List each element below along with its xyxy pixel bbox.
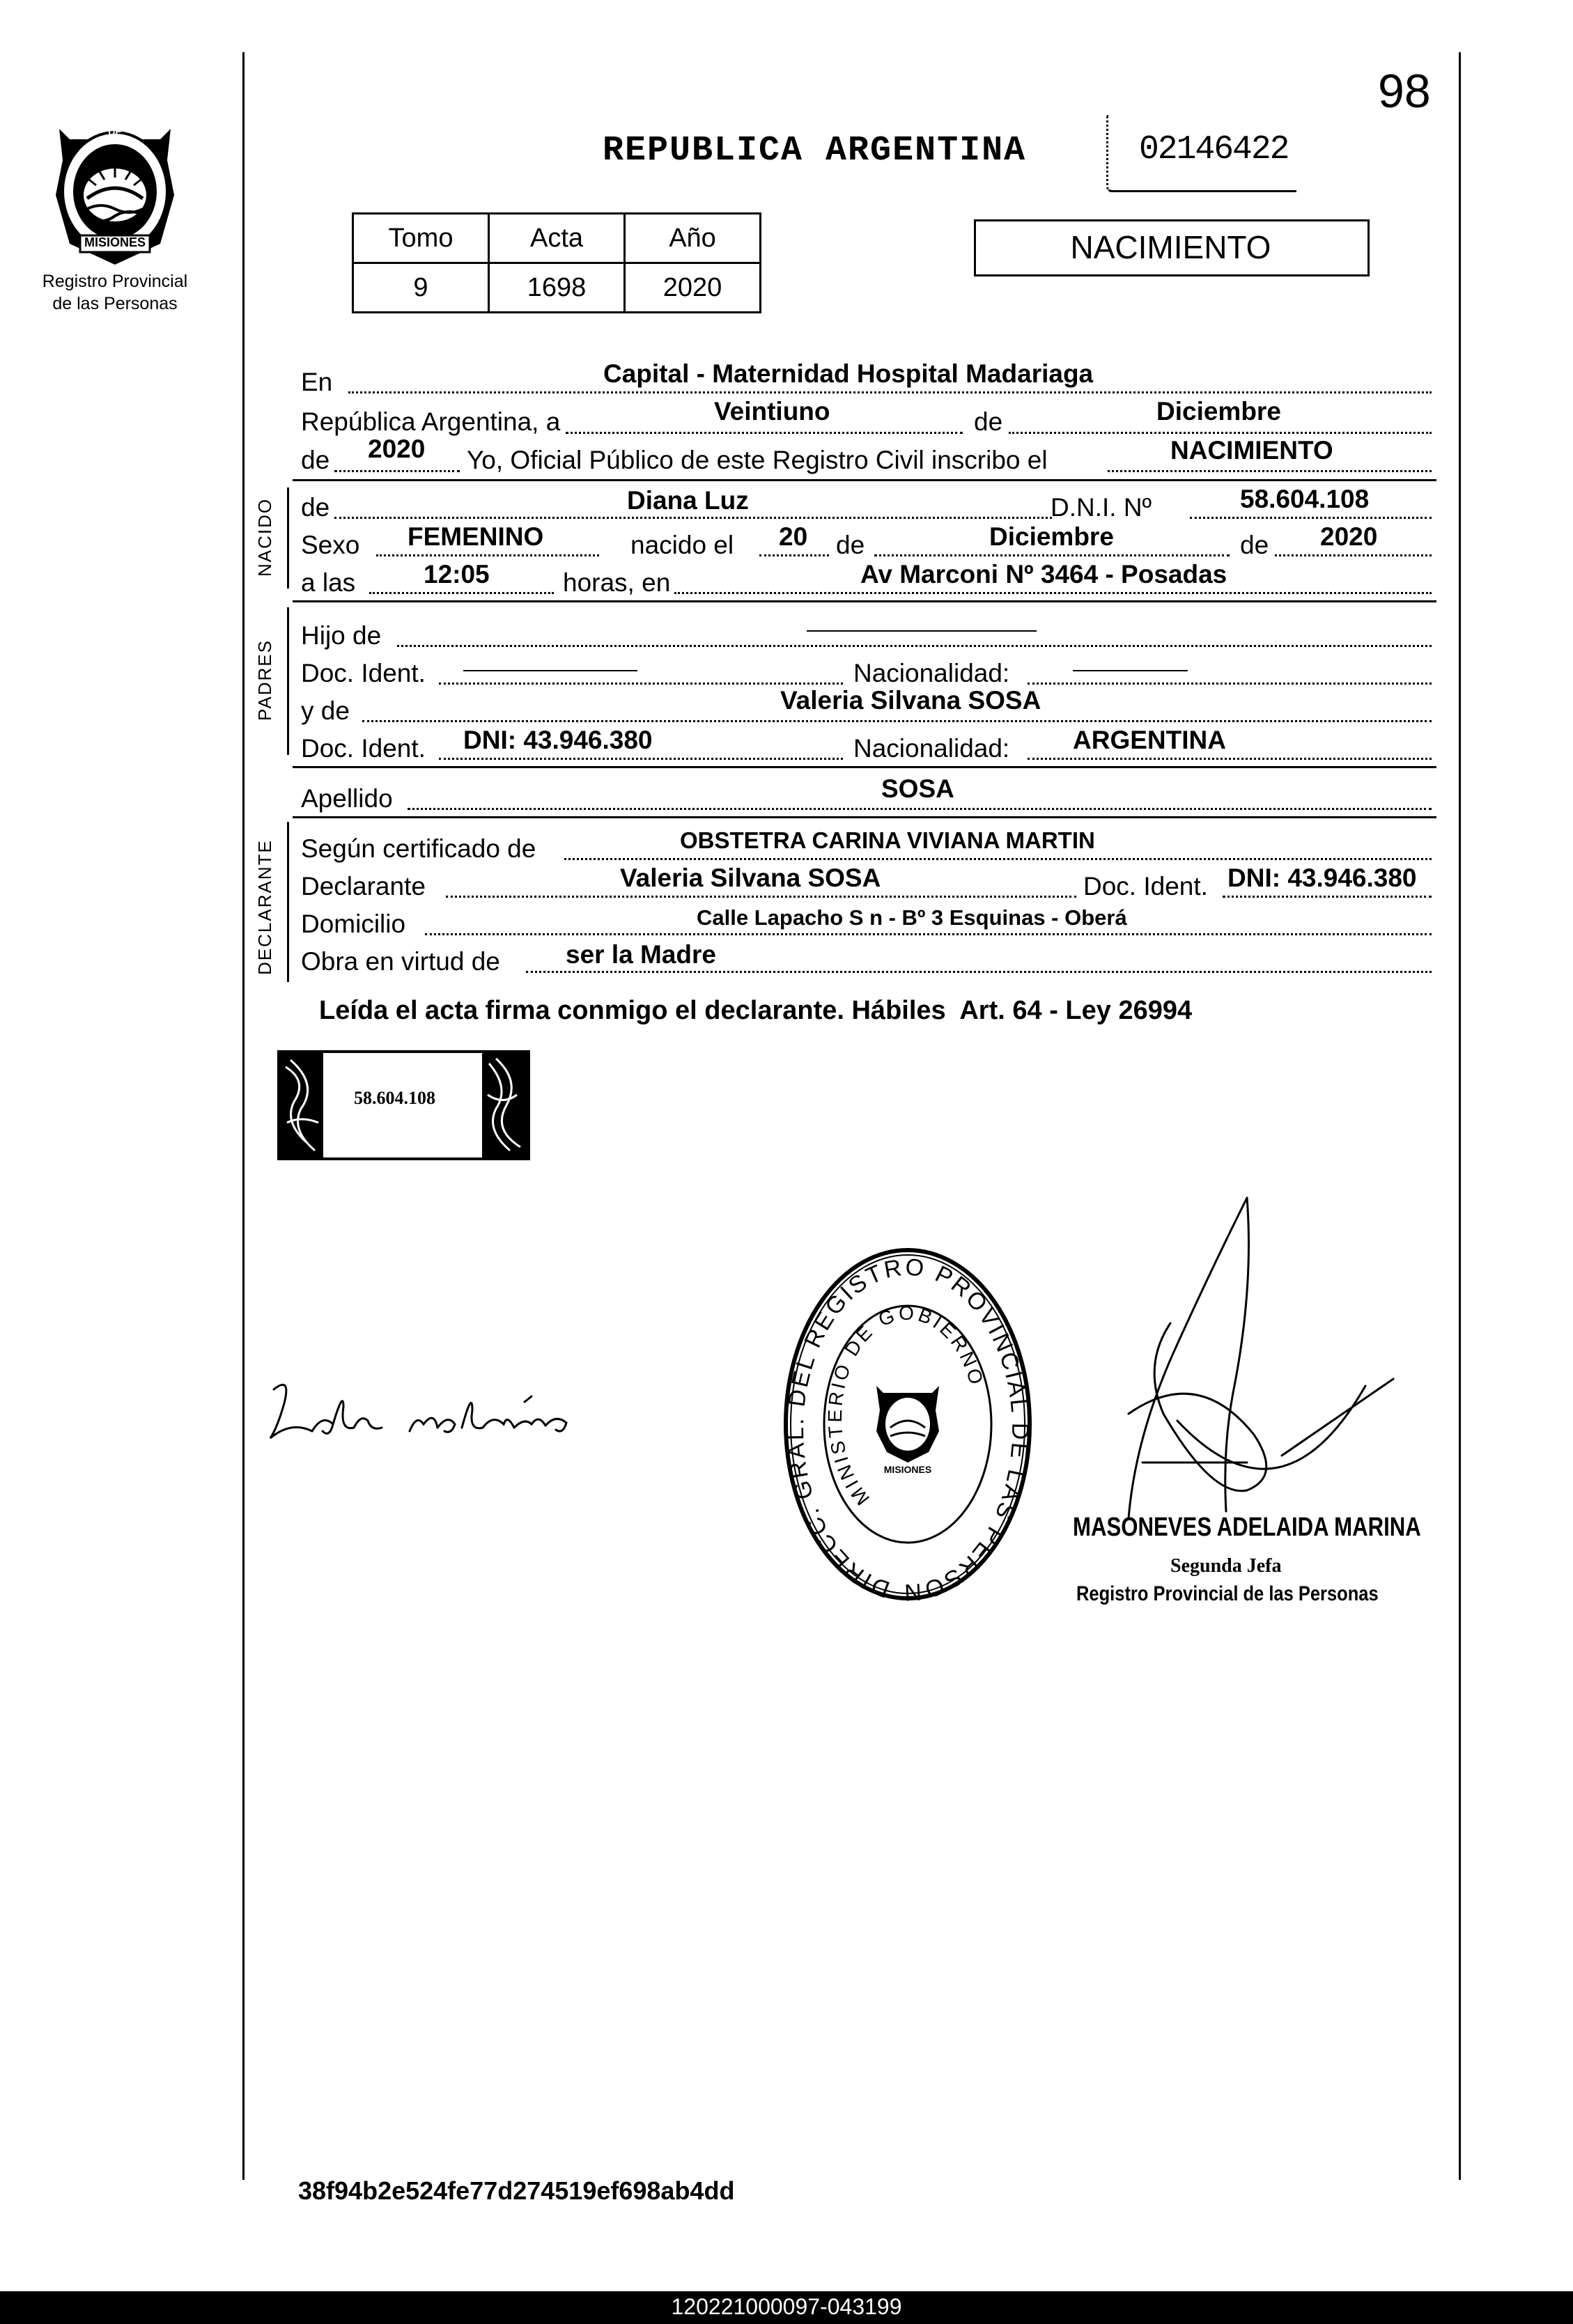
stamp-center-text: MISIONES (883, 1464, 932, 1475)
horas-en-label: horas, en (563, 568, 671, 597)
declarante-label: Declarante (301, 872, 426, 900)
seal-label-top: PROVINCIA DE (88, 115, 142, 137)
acta-table-value-row (353, 263, 761, 313)
nacido-bottom-rule (293, 600, 1436, 602)
padre-doc-dots (439, 683, 843, 685)
padres-section-label: PADRES (254, 639, 275, 721)
padres-bracket (287, 607, 289, 755)
acta-table-header-row (353, 214, 761, 263)
certificado-dots (564, 858, 1432, 860)
domicilio-dots (425, 933, 1432, 935)
nacido-bracket (287, 488, 289, 588)
padre-dots (397, 645, 1432, 647)
apellido-bottom-rule (293, 816, 1436, 818)
nacido-section-label: NACIDO (254, 497, 275, 577)
footer-code: 120221000097-043199 (671, 2294, 902, 2319)
a-las-label: a las (301, 568, 356, 597)
nacido-sexo: FEMENINO (408, 522, 544, 551)
acta-value-tomo: 9 (353, 263, 489, 313)
hora-dots (369, 592, 554, 594)
y-de-label: y de (301, 696, 350, 725)
intro-dia: Veintiuno (714, 397, 830, 426)
tipo-dots (1108, 470, 1432, 472)
doc-type-label: NACIMIENTO (1070, 229, 1271, 265)
padre-blank-dash (807, 630, 1037, 632)
padres-madre-doc: DNI: 43.946.380 (463, 726, 653, 754)
nacido-hora: 12:05 (424, 560, 490, 588)
oficial-text: Yo, Oficial Público de este Registro Civil inscribo el (467, 446, 1048, 474)
nacido-lugar: Av Marconi Nº 3464 - Posadas (860, 560, 1227, 588)
certificado-label: Según certificado de (301, 834, 536, 863)
nacido-top-rule (293, 479, 1436, 481)
padre-doc-dash (463, 670, 637, 671)
country-title: REPUBLICA ARGENTINA (603, 131, 1027, 171)
apellido-label: Apellido (301, 784, 393, 813)
intro-de-label2: de (301, 446, 330, 474)
intro-mes: Diciembre (1156, 397, 1281, 426)
dni-label: D.N.I. Nº (1051, 493, 1152, 522)
apellido-dots (408, 808, 1432, 810)
nacido-lugar-dots (674, 592, 1432, 594)
padre-nacionalidad-dots (1028, 683, 1432, 685)
declarante-domicilio: Calle Lapacho S n - Bº 3 Esquinas - Oberá (697, 905, 1127, 930)
obra-dots (526, 971, 1432, 973)
dni-dots (1190, 517, 1432, 519)
page-number: 98 (1378, 65, 1431, 118)
hash-code: 38f94b2e524fe77d274519ef698ab4dd (298, 2176, 735, 2205)
stamp-seal-icon (779, 1240, 1037, 1609)
official-title: Segunda Jefa (1170, 1555, 1282, 1577)
declarante-certificado: OBSTETRA CARINA VIVIANA MARTIN (680, 827, 1095, 853)
padre-doc-label: Doc. Ident. (301, 659, 426, 687)
nacido-anio-dots (1275, 554, 1432, 556)
nacido-de-label2: de (836, 531, 865, 559)
nacido-mes-dots (874, 554, 1230, 556)
padre-nacionalidad-dash (1073, 670, 1188, 671)
declarante-nombre: Valeria Silvana SOSA (620, 864, 881, 892)
padres-bottom-rule (293, 766, 1436, 768)
fingerprint-label: 58.604.108 (354, 1088, 435, 1108)
left-margin-rule (242, 52, 245, 2180)
dia-dots (566, 432, 963, 434)
intro-tipo: NACIMIENTO (1170, 436, 1333, 465)
acta-value-anio: 2020 (625, 263, 761, 313)
stamp-inner-text: MINISTERIO DE GOBIERNO (823, 1302, 989, 1510)
official-office: Registro Provincial de las Personas (1076, 1582, 1379, 1605)
padres-madre-nacionalidad: ARGENTINA (1073, 726, 1226, 754)
stamp-outer-text: DIRECC. GRAL. DEL REGISTRO PROVINCIAL DE LAS PERSON (782, 1254, 1034, 1606)
nacido-dni: 58.604.108 (1240, 485, 1370, 513)
intro-de-label: de (974, 407, 1003, 436)
padres-madre: Valeria Silvana SOSA (780, 686, 1041, 715)
acta-header-tomo: Tomo (353, 214, 489, 263)
registry-name-line2: de las Personas (52, 294, 178, 313)
nacido-de-label3: de (1240, 531, 1269, 559)
official-signature-icon (1073, 1184, 1407, 1546)
madre-dots (362, 720, 1432, 722)
nacido-mes: Diciembre (989, 522, 1114, 551)
republica-label: República Argentina, a (301, 407, 561, 436)
declarante-section-label: DECLARANTE (254, 839, 275, 975)
acta-value-acta: 1698 (489, 263, 625, 313)
seal-label-bottom: MISIONES (84, 235, 146, 249)
nacido-anio: 2020 (1320, 522, 1378, 551)
en-label: En (301, 368, 333, 396)
madre-doc-label: Doc. Ident. (301, 734, 426, 763)
anio-dots (334, 470, 460, 472)
official-name: MASONEVES ADELAIDA MARINA (1073, 1513, 1421, 1542)
mes-dots (1009, 432, 1432, 434)
nacido-el-label: nacido el (630, 531, 734, 559)
closing-text: Leída el acta firma conmigo el declarante. Hábiles Art. 64 - Ley 26994 (319, 996, 1193, 1025)
sexo-label: Sexo (301, 531, 360, 559)
madre-nacionalidad-dots (1028, 758, 1432, 760)
nombre-dots (334, 517, 1052, 519)
madre-doc-dots (439, 758, 843, 760)
apellido-value: SOSA (881, 774, 954, 803)
padre-nacionalidad-label: Nacionalidad: (853, 659, 1010, 687)
nacido-de-label: de (301, 493, 330, 522)
obra-label: Obra en virtud de (301, 947, 500, 976)
intro-anio: 2020 (368, 435, 426, 463)
declarante-nombre-dots (446, 896, 1076, 898)
official-stamp (779, 1240, 1037, 1609)
acta-header-anio: Año (625, 214, 761, 263)
hijo-de-label: Hijo de (301, 621, 382, 650)
intro-lugar: Capital - Maternidad Hospital Madariaga (603, 359, 1094, 388)
declarante-doc-dots (1223, 896, 1432, 898)
acta-table (352, 212, 761, 313)
declarante-bracket (287, 822, 289, 982)
domicilio-label: Domicilio (301, 910, 406, 938)
registry-name-line1: Registro Provincial (42, 272, 188, 291)
acta-header-acta: Acta (489, 214, 625, 263)
declarant-signature-icon (263, 1375, 646, 1452)
declarante-doc-label: Doc. Ident. (1083, 872, 1208, 900)
right-margin-rule (1459, 52, 1461, 2180)
sexo-dots (376, 554, 599, 556)
serial-number: 02146422 (1139, 131, 1289, 169)
nacido-dia-dots (759, 554, 829, 556)
nacido-nombre: Diana Luz (627, 486, 749, 515)
declarante-doc: DNI: 43.946.380 (1227, 864, 1417, 892)
declarante-obra: ser la Madre (566, 940, 716, 969)
lugar-dots (348, 391, 1432, 393)
nacido-dia: 20 (779, 522, 808, 551)
madre-nacionalidad-label: Nacionalidad: (853, 734, 1010, 763)
